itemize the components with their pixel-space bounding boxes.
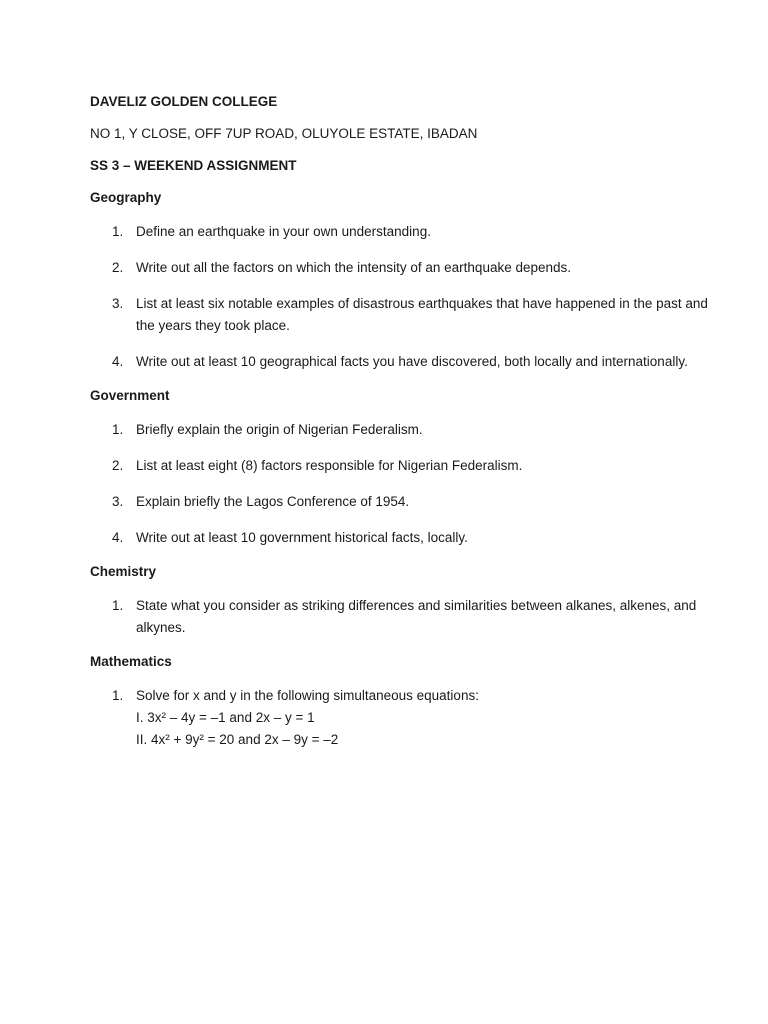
government-question-list	[90, 419, 708, 549]
question-text: Define an earthquake in your own understanding.	[136, 224, 431, 239]
geography-question-list	[90, 221, 708, 373]
equation-set-ii: II. 4x² + 9y² = 20 and 2x – 9y = –2	[136, 732, 339, 747]
list-item	[90, 351, 708, 373]
question-number: 4.	[112, 354, 124, 369]
question-number: 1.	[112, 224, 124, 239]
section-title-chemistry: Chemistry	[90, 564, 157, 579]
equation-set-i: I. 3x² – 4y = –1 and 2x – y = 1	[136, 710, 315, 725]
list-item	[90, 685, 708, 751]
mathematics-question-list	[90, 685, 708, 751]
question-text: Briefly explain the origin of Nigerian Federalism.	[136, 422, 423, 437]
question-number: 2.	[112, 260, 124, 275]
question-text: Write out all the factors on which the intensity of an earthquake depends.	[136, 260, 572, 275]
list-item	[90, 491, 708, 513]
school-name: DAVELIZ GOLDEN COLLEGE	[90, 94, 278, 109]
list-item	[90, 257, 708, 279]
question-text: List at least six notable examples of disastrous earthquakes that have happened in the past and the years they took place.	[136, 296, 708, 333]
chemistry-question-list	[90, 595, 708, 639]
question-text: Solve for x and y in the following simultaneous equations:	[136, 688, 479, 703]
list-item	[90, 221, 708, 243]
list-item	[90, 419, 708, 441]
question-text: Write out at least 10 government historical facts, locally.	[136, 530, 468, 545]
question-number: 3.	[112, 494, 124, 509]
section-title-geography: Geography	[90, 190, 162, 205]
question-text: State what you consider as striking differences and similarities between alkanes, alkenes, and alkynes.	[136, 598, 697, 635]
list-item	[90, 595, 708, 639]
list-item	[90, 527, 708, 549]
list-item	[90, 293, 708, 337]
question-text: Write out at least 10 geographical facts you have discovered, both locally and internationally.	[136, 354, 688, 369]
section-title-government: Government	[90, 388, 170, 403]
question-number: 3.	[112, 296, 124, 311]
question-number: 1.	[112, 688, 124, 703]
question-text: Explain briefly the Lagos Conference of 1954.	[136, 494, 410, 509]
school-address: NO 1, Y CLOSE, OFF 7UP ROAD, OLUYOLE ESTATE, IBADAN	[90, 126, 478, 141]
list-item	[90, 455, 708, 477]
question-number: 2.	[112, 458, 124, 473]
question-number: 1.	[112, 422, 124, 437]
question-text: List at least eight (8) factors responsible for Nigerian Federalism.	[136, 458, 523, 473]
section-title-mathematics: Mathematics	[90, 654, 172, 669]
question-number: 4.	[112, 530, 124, 545]
assignment-title: SS 3 – WEEKEND ASSIGNMENT	[90, 158, 297, 173]
question-number: 1.	[112, 598, 124, 613]
